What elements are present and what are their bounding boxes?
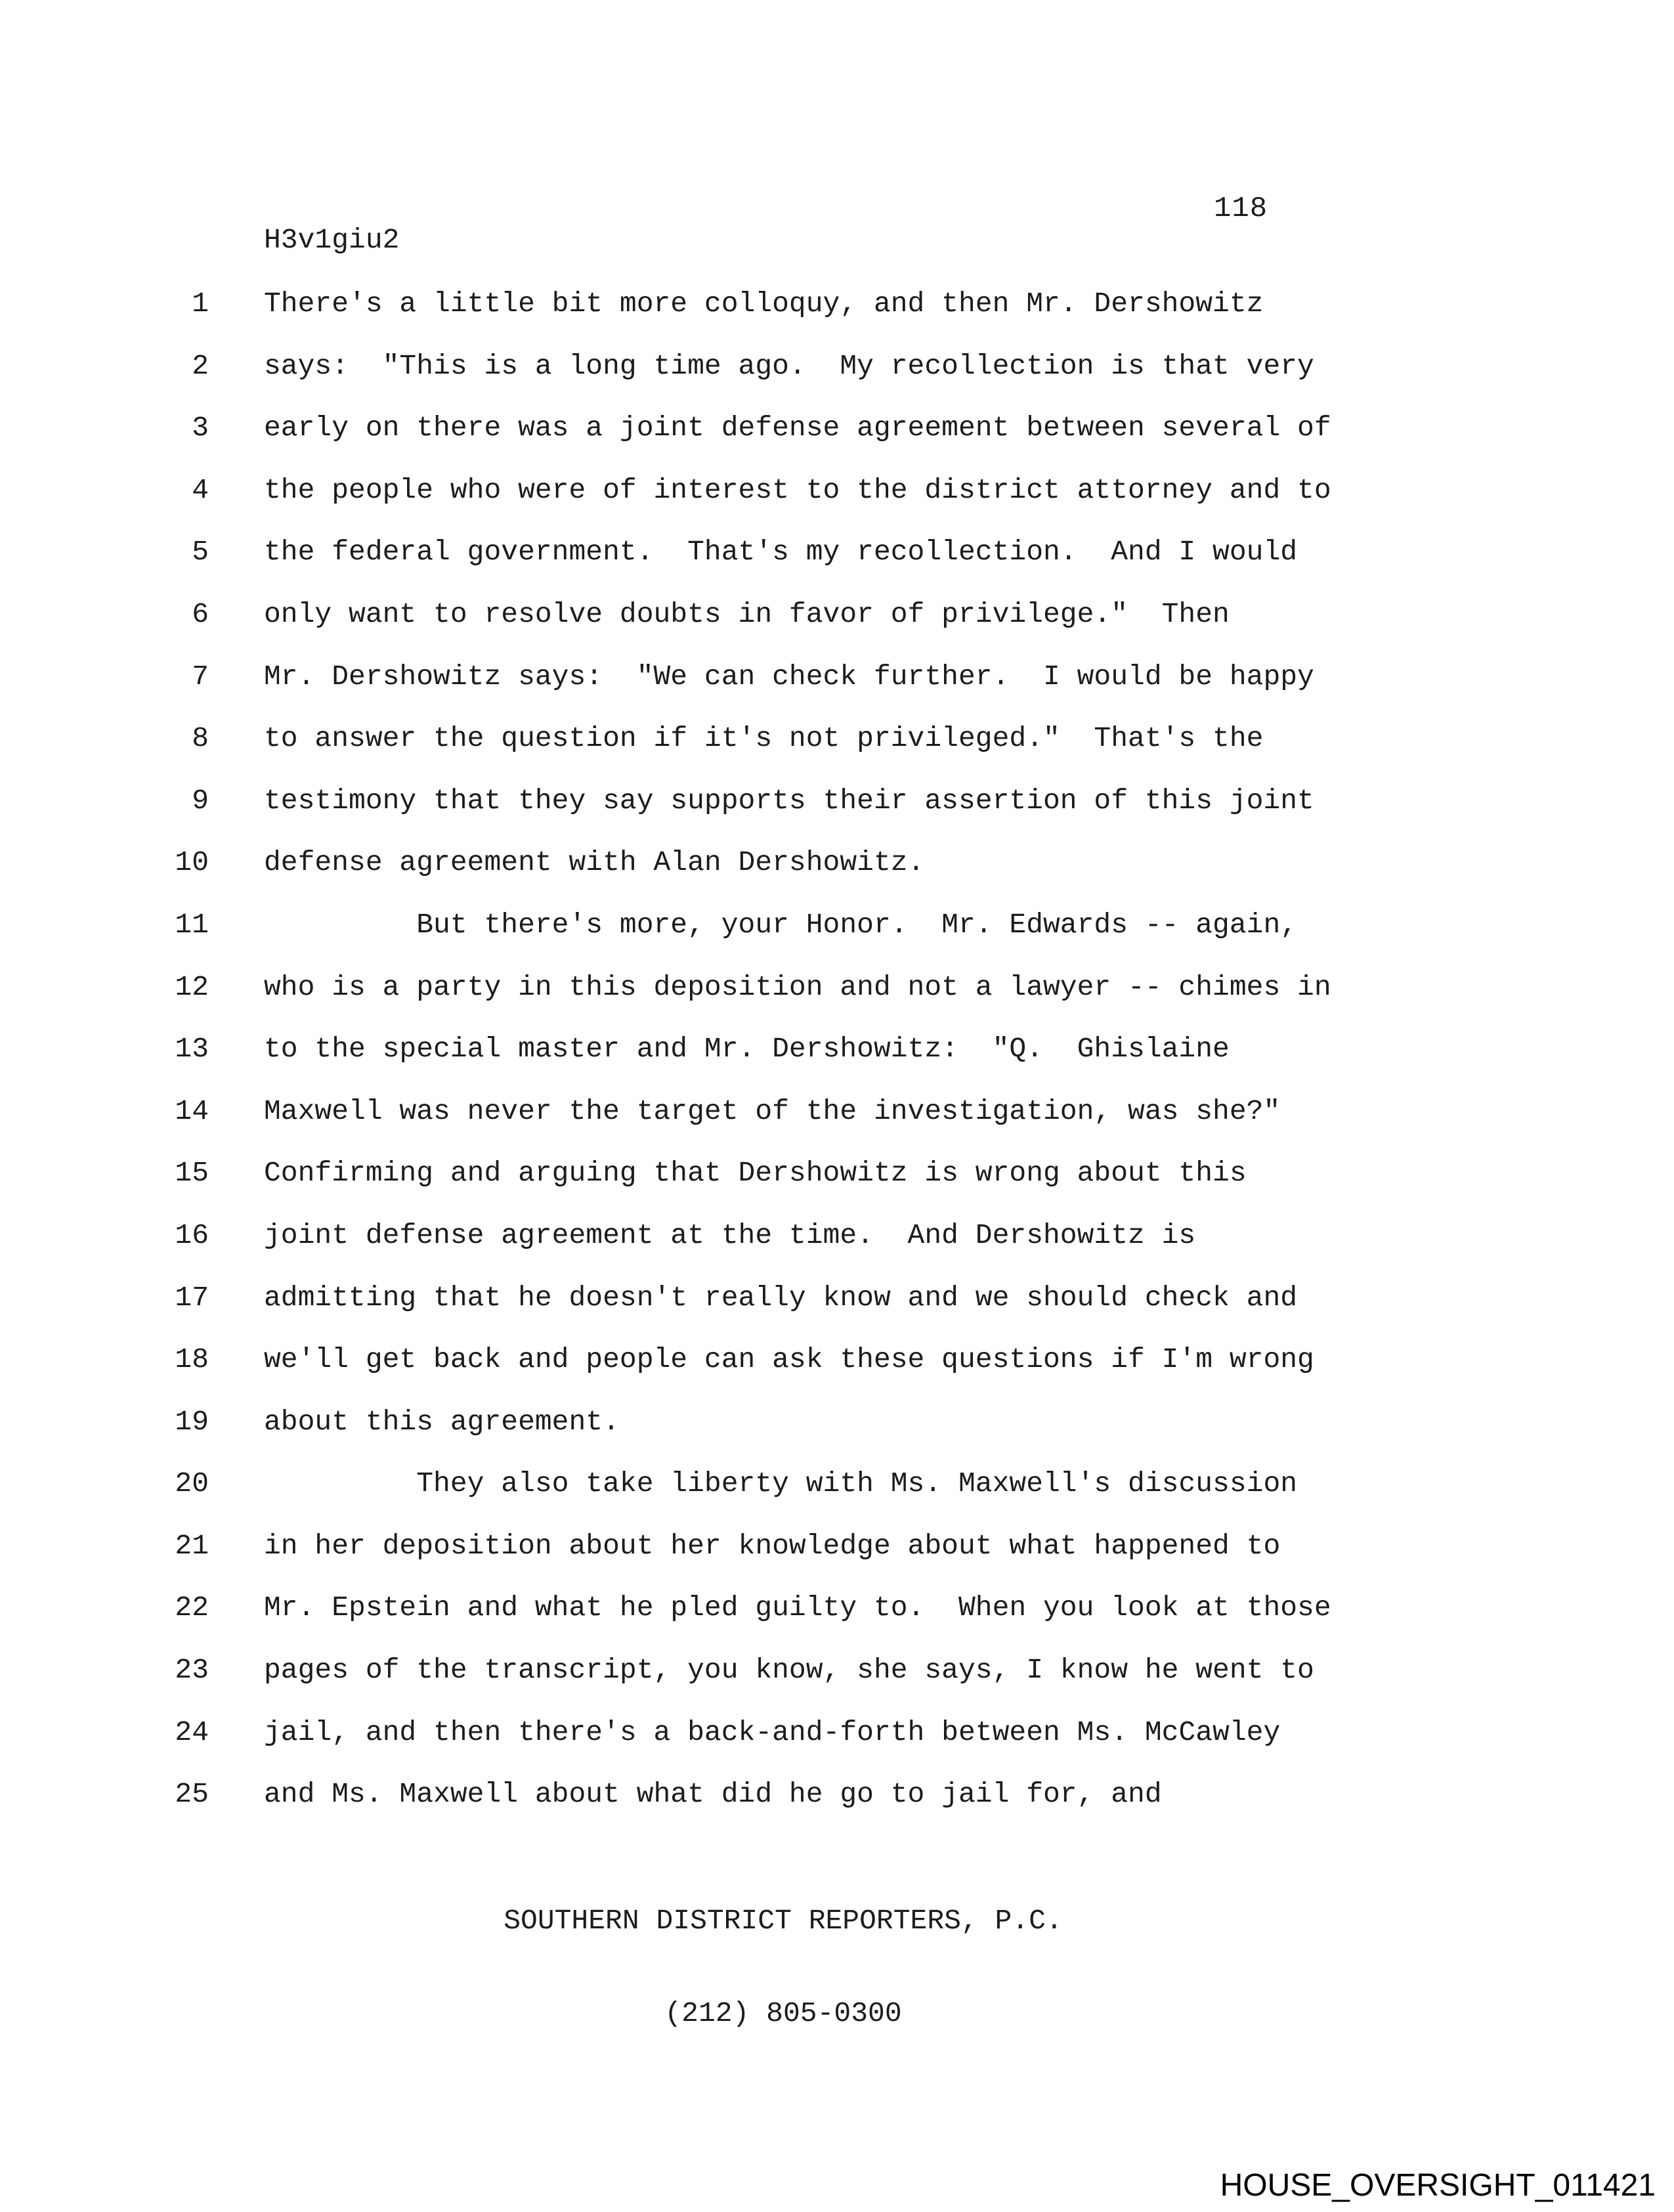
line-text: and Ms. Maxwell about what did he go to jail for, and [264, 1778, 1162, 1811]
session-id: H3v1giu2 [264, 224, 400, 256]
line-number: 17 [175, 1281, 209, 1314]
transcript-line [0, 1205, 1674, 1267]
line-text: Mr. Dershowitz says: "We can check further. I would be happy [264, 660, 1314, 693]
bates-number: HOUSE_OVERSIGHT_011421 [1220, 2168, 1656, 2203]
line-text: we'll get back and people can ask these questions if I'm wrong [264, 1343, 1314, 1376]
transcript-line [0, 1081, 1674, 1143]
line-number: 9 [192, 784, 209, 817]
line-text: Confirming and arguing that Dershowitz is wrong about this [264, 1157, 1247, 1190]
line-number: 23 [175, 1654, 209, 1687]
line-text: early on there was a joint defense agreement between several of [264, 412, 1331, 445]
line-text: defense agreement with Alan Dershowitz. [264, 846, 925, 879]
line-number: 18 [175, 1343, 209, 1376]
line-number: 25 [175, 1778, 209, 1811]
line-number: 13 [175, 1033, 209, 1066]
line-text: says: "This is a long time ago. My recollection is that very [264, 349, 1314, 382]
line-number: 22 [175, 1592, 209, 1624]
line-number: 24 [175, 1716, 209, 1748]
line-text: They also take liberty with Ms. Maxwell's discussion [264, 1467, 1298, 1500]
line-text: There's a little bit more colloquy, and then Mr. Dershowitz [264, 288, 1264, 320]
line-number: 11 [175, 908, 209, 941]
transcript-line [0, 1142, 1674, 1205]
transcript-line [0, 832, 1674, 894]
transcript-line [0, 770, 1674, 833]
line-text: the people who were of interest to the district attorney and to [264, 473, 1331, 506]
line-number: 8 [192, 722, 209, 755]
transcript-line [0, 521, 1674, 584]
line-number: 2 [192, 349, 209, 382]
line-text: in her deposition about her knowledge about what happened to [264, 1529, 1281, 1562]
line-text: pages of the transcript, you know, she says, I know he went to [264, 1654, 1314, 1687]
transcript-line [0, 1639, 1674, 1702]
line-text: the federal government. That's my recollection. And I would [264, 536, 1298, 569]
reporter-phone: (212) 805-0300 [664, 1997, 902, 2029]
line-number: 19 [175, 1405, 209, 1438]
line-text: to the special master and Mr. Dershowitz: "Q. Ghislaine [264, 1033, 1230, 1066]
line-text: Maxwell was never the target of the investigation, was she?" [264, 1095, 1281, 1127]
line-number: 7 [192, 660, 209, 693]
line-number: 5 [192, 536, 209, 569]
transcript-line [0, 397, 1674, 460]
transcript-line [0, 584, 1674, 646]
transcript-line [0, 1391, 1674, 1454]
line-text: admitting that he doesn't really know and we should check and [264, 1281, 1298, 1314]
line-text: Mr. Epstein and what he pled guilty to. When you look at those [264, 1592, 1331, 1624]
transcript-line [0, 708, 1674, 770]
line-text: But there's more, your Honor. Mr. Edwards -- again, [264, 908, 1298, 941]
line-number: 3 [192, 412, 209, 445]
transcript-line [0, 1515, 1674, 1578]
line-text: about this agreement. [264, 1405, 620, 1438]
transcript-line [0, 1267, 1674, 1330]
transcript-line [0, 1702, 1674, 1764]
line-text: jail, and then there's a back-and-forth between Ms. McCawley [264, 1716, 1281, 1748]
transcript-line [0, 894, 1674, 957]
page-number: 118 [1214, 192, 1268, 225]
transcript-line [0, 1453, 1674, 1515]
reporter-footer [0, 1844, 1566, 2091]
line-number: 20 [175, 1467, 209, 1500]
line-text: to answer the question if it's not privileged." That's the [264, 722, 1264, 755]
line-text: who is a party in this deposition and not a lawyer -- chimes in [264, 970, 1331, 1003]
line-number: 21 [175, 1529, 209, 1562]
line-text: joint defense agreement at the time. And Dershowitz is [264, 1219, 1196, 1251]
transcript-line [0, 646, 1674, 708]
transcript-line [0, 336, 1674, 398]
transcript-line [0, 1764, 1674, 1826]
line-text: only want to resolve doubts in favor of privilege." Then [264, 597, 1230, 630]
transcript-line [0, 1577, 1674, 1639]
line-number: 16 [175, 1219, 209, 1251]
line-number: 4 [192, 473, 209, 506]
line-number: 6 [192, 597, 209, 630]
transcript-line [0, 1329, 1674, 1391]
reporter-name: SOUTHERN DISTRICT REPORTERS, P.C. [504, 1905, 1063, 1937]
transcript-line [0, 460, 1674, 522]
line-number: 12 [175, 970, 209, 1003]
line-number: 14 [175, 1095, 209, 1127]
transcript-line [0, 273, 1674, 336]
line-text: testimony that they say supports their assertion of this joint [264, 784, 1314, 817]
transcript-lines [0, 273, 1674, 1826]
line-number: 1 [192, 288, 209, 320]
transcript-line [0, 1018, 1674, 1081]
transcript-line [0, 957, 1674, 1019]
line-number: 15 [175, 1157, 209, 1190]
line-number: 10 [175, 846, 209, 879]
